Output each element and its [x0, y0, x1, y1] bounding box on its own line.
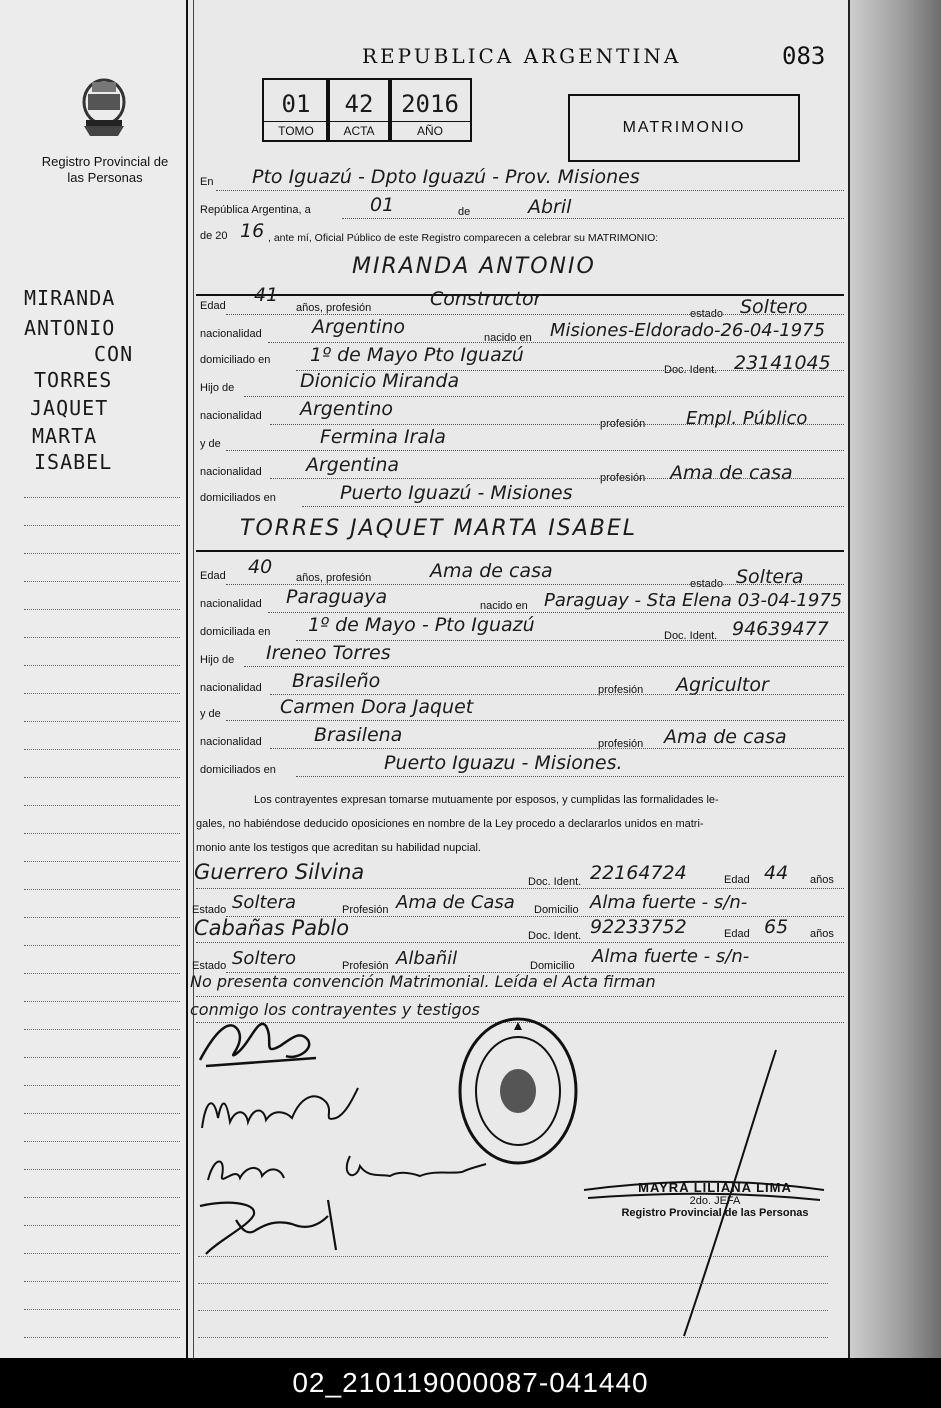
lugar-value: Pto Iguazú - Dpto Iguazú - Prov. Misiones [252, 166, 640, 188]
c1-edad: 41 [254, 284, 279, 306]
c2-padre: Ireneo Torres [266, 642, 391, 664]
testigo-estado-label: Estado [192, 904, 227, 916]
testigo2-nombre: Cabañas Pablo [194, 916, 350, 940]
tomo-box [262, 78, 330, 142]
contrayente1-nombre: MIRANDA ANTONIO [352, 254, 596, 279]
c2-nacido: Paraguay - Sta Elena 03-04-1975 [544, 590, 843, 611]
testigo1-estado: Soltera [232, 892, 297, 913]
oficial-registro: Registro Provincial de las Personas [621, 1207, 809, 1219]
c1-domicilio: 1º de Mayo Pto Iguazú [310, 344, 524, 366]
margin-name-line: ISABEL [34, 450, 113, 474]
c1-nacionalidad: Argentino [312, 316, 405, 338]
c2-madre-prof: Ama de casa [664, 726, 787, 748]
tipo-box [568, 94, 800, 162]
contrayente2-nombre: TORRES JAQUET MARTA ISABEL [240, 516, 638, 541]
anios-label: años, profesión [296, 302, 372, 314]
c2-domicilio: 1º de Mayo - Pto Iguazú [308, 614, 535, 636]
testigo-doc-label: Doc. Ident. [528, 876, 582, 888]
padre-nacionalidad-label: nacionalidad [200, 410, 262, 422]
nota-line: No presenta convención Matrimonial. Leída el Acta firman [190, 972, 656, 991]
folio-number: 083 [782, 42, 826, 70]
testigo2-doc: 92233752 [590, 916, 687, 938]
c2-edad: 40 [248, 556, 273, 578]
testigo-anios-label: años [810, 928, 834, 940]
c1-padre-nac: Argentino [300, 398, 393, 420]
acta-value: 42 [344, 90, 374, 118]
testigo1-edad: 44 [764, 862, 789, 884]
anios-label: años, profesión [296, 572, 372, 584]
padre-nacionalidad-label: nacionalidad [200, 682, 262, 694]
delegacion-stamp-icon [456, 1016, 580, 1166]
anio-box [388, 78, 472, 142]
testigo-doc-label: Doc. Ident. [528, 930, 582, 942]
signature-contrayente2 [196, 1078, 366, 1138]
bottom-dotted-lines [198, 1230, 828, 1358]
domiciliados-label: domiciliados en [200, 764, 276, 776]
domiciliado-label: domiciliado en [200, 354, 271, 366]
c1-doc: 23141045 [734, 352, 831, 374]
tomo-label: TOMO [264, 121, 328, 140]
hijo-label: Hijo de [200, 654, 235, 666]
c2-padre-nac: Brasileño [292, 670, 381, 692]
c2-nacionalidad: Paraguaya [286, 586, 388, 608]
provincia-seal-icon [78, 72, 130, 142]
edad-label: Edad [200, 570, 226, 582]
declaracion-line: monio ante los testigos que acreditan su habilidad nupcial. [196, 842, 481, 854]
padre-profesion-label: profesión [598, 684, 644, 696]
c1-nacido: Misiones-Eldorado-26-04-1975 [550, 320, 826, 341]
c1-madre: Fermina Irala [320, 426, 446, 448]
republica-label: República Argentina, a [200, 204, 311, 216]
acta-label: ACTA [328, 121, 390, 140]
signature-testigo1 [200, 1146, 490, 1192]
nota-line: conmigo los contrayentes y testigos [190, 1000, 480, 1019]
page-edge-shadow [848, 0, 941, 1358]
c1-padres-domicilio: Puerto Iguazú - Misiones [340, 482, 573, 504]
hijo-label: Hijo de [200, 382, 235, 394]
margin-name-line: MIRANDA [24, 286, 116, 310]
testigo-profesion-label: Profesión [342, 960, 389, 972]
nacido-label: nacido en [484, 332, 532, 344]
declaracion-line: gales, no habiéndose deducido oposiciones en nombre de la Ley procedo a declararlos unidos en matri- [196, 818, 704, 830]
c1-padre-prof: Empl. Público [686, 408, 808, 429]
madre-nacionalidad-label: nacionalidad [200, 466, 262, 478]
madre-profesion-label: profesión [598, 738, 644, 750]
page-edge-line [848, 0, 850, 1358]
testigo-domicilio-label: Domicilio [534, 904, 579, 916]
oficial-cargo: 2do. JEFA [689, 1195, 741, 1207]
en-label: En [200, 176, 214, 188]
testigo1-domicilio: Alma fuerte - s/n- [590, 892, 748, 913]
margin-dotted-lines [24, 470, 180, 1358]
republica-title: REPUBLICA ARGENTINA [362, 44, 682, 68]
oficial-block [600, 1180, 830, 1219]
nacido-label: nacido en [480, 600, 528, 612]
testigo-domicilio-label: Domicilio [530, 960, 575, 972]
estado-label: estado [690, 308, 724, 320]
testigo1-doc: 22164724 [590, 862, 687, 884]
anio-label: AÑO [390, 121, 470, 140]
tipo-label: MATRIMONIO [622, 119, 746, 136]
domiciliados-label: domiciliados en [200, 492, 276, 504]
testigo-estado-label: Estado [192, 960, 227, 972]
tomo-value: 01 [281, 90, 311, 118]
acta-box [326, 78, 392, 142]
document-code: 02_210119000087-041440 [0, 1358, 941, 1408]
c2-madre-nac: Brasilena [314, 724, 403, 746]
nacionalidad-label: nacionalidad [200, 328, 262, 340]
testigo1-nombre: Guerrero Silvina [194, 860, 365, 884]
c1-padre: Dionicio Miranda [300, 370, 460, 392]
madre-profesion-label: profesión [600, 472, 646, 484]
oficial-nombre: MAYRA LILIANA LIMA [638, 1180, 792, 1195]
madre-nacionalidad-label: nacionalidad [200, 736, 262, 748]
edad-label: Edad [200, 300, 226, 312]
c1-madre-nac: Argentina [306, 454, 400, 476]
column-divider-inner [193, 0, 194, 1358]
testigo-edad-label: Edad [724, 928, 750, 940]
declaracion-line: Los contrayentes expresan tomarse mutuamente por esposos, y cumplidas las formalidades le- [254, 794, 719, 806]
margin-name-line: MARTA [32, 424, 98, 448]
registro-label: Registro Provincial de las Personas [41, 154, 169, 185]
c1-profesion: Constructor [430, 288, 542, 310]
c1-madre-prof: Ama de casa [670, 462, 793, 484]
domiciliada-label: domiciliada en [200, 626, 271, 638]
de-label: de [458, 206, 471, 218]
anio-value: 2016 [401, 90, 459, 118]
yde-label: y de [200, 438, 221, 450]
padre-profesion-label: profesión [600, 418, 646, 430]
anio-prefix-label: de 20 [200, 230, 228, 242]
anio-suffix-value: 16 [240, 220, 265, 242]
margin-name-line: CON [94, 342, 134, 366]
testigo2-estado: Soltero [232, 948, 296, 969]
margin-name-line: JAQUET [30, 396, 109, 420]
intro-text: , ante mí, Oficial Público de este Registro comparecen a celebrar su MATRIMONIO: [268, 232, 659, 244]
testigo2-edad: 65 [764, 916, 789, 938]
c2-estado: Soltera [736, 566, 804, 588]
yde-label: y de [200, 708, 221, 720]
column-divider [186, 0, 188, 1358]
c2-padre-prof: Agricultor [676, 674, 769, 696]
margin-name-line: TORRES [34, 368, 113, 392]
testigo-profesion-label: Profesión [342, 904, 389, 916]
testigo2-domicilio: Alma fuerte - s/n- [592, 946, 750, 967]
dia-value: 01 [370, 194, 395, 216]
c2-padres-domicilio: Puerto Iguazu - Misiones. [384, 752, 623, 774]
margin-name-line: ANTONIO [24, 316, 116, 340]
testigo-anios-label: años [810, 874, 834, 886]
mes-value: Abril [528, 196, 572, 218]
testigo2-profesion: Albañil [396, 948, 458, 969]
testigo1-profesion: Ama de Casa [396, 892, 515, 913]
c2-madre: Carmen Dora Jaquet [280, 696, 474, 718]
estado-label: estado [690, 578, 724, 590]
c2-doc: 94639477 [732, 618, 829, 640]
doc-label: Doc. Ident. [664, 364, 718, 376]
testigo-edad-label: Edad [724, 874, 750, 886]
c1-estado: Soltero [740, 296, 808, 318]
doc-label: Doc. Ident. [664, 630, 718, 642]
nacionalidad-label: nacionalidad [200, 598, 262, 610]
c2-profesion: Ama de casa [430, 560, 553, 582]
signature-contrayente1 [196, 1010, 326, 1072]
